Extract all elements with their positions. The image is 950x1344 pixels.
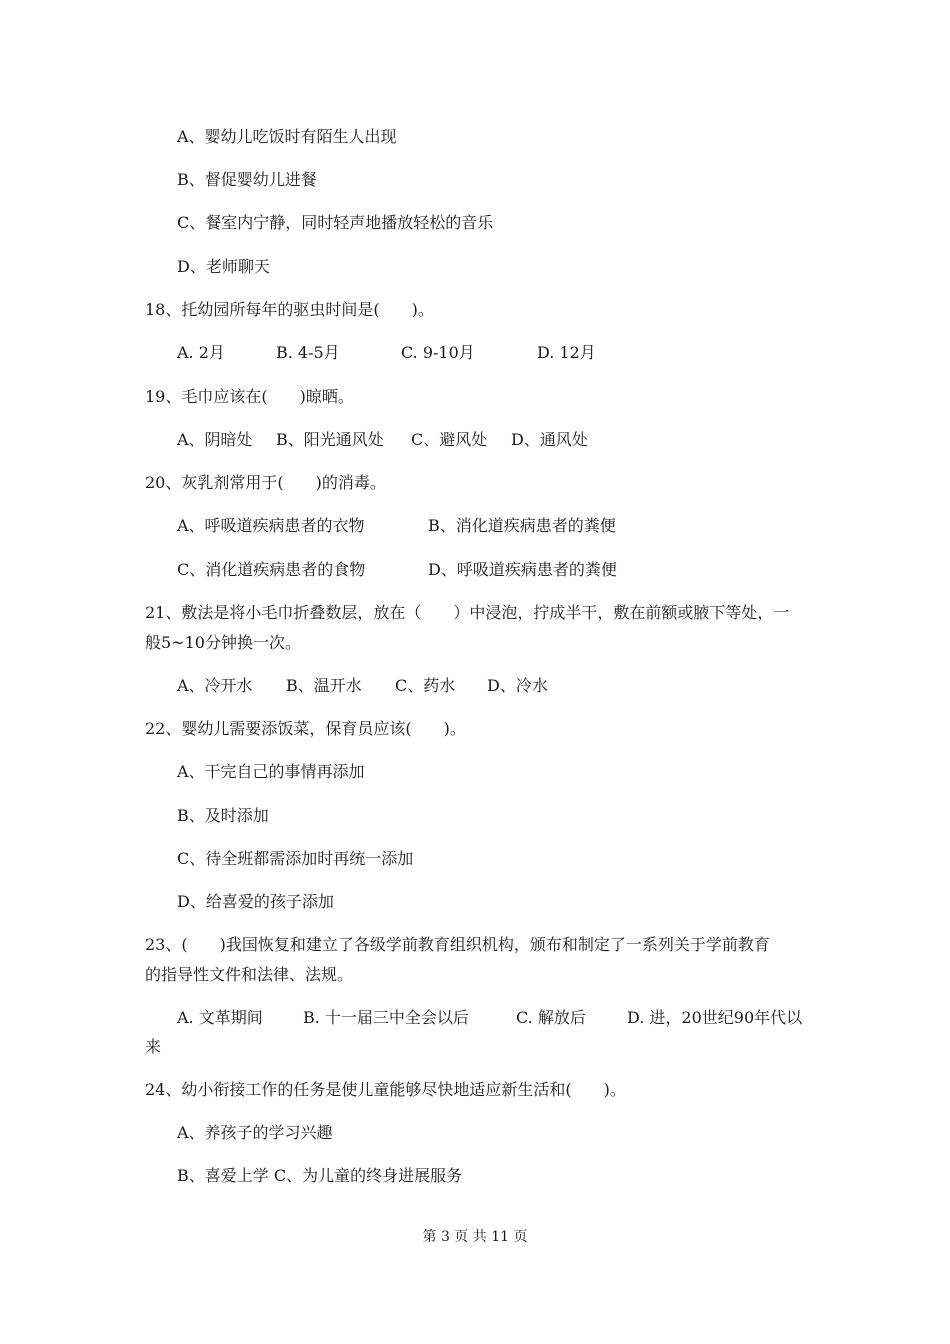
q23-option-a: A. 文革期间 (177, 1008, 263, 1027)
question-20-stem: 20、灰乳剂常用于( )的消毒。 (145, 473, 386, 492)
q17-option-b: B、督促婴幼儿进餐 (177, 170, 317, 189)
q20-option-d: D、呼吸道疾病患者的粪便 (428, 560, 617, 579)
q17-option-a: A、婴幼儿吃饭时有陌生人出现 (177, 127, 397, 146)
q22-option-a: A、干完自己的事情再添加 (177, 762, 365, 781)
q18-option-b: B. 4-5月 (276, 343, 340, 362)
q21-option-b: B、温开水 (286, 676, 362, 695)
q24-option-bc: B、喜爱上学 C、为儿童的终身进展服务 (177, 1166, 463, 1185)
q17-option-d: D、老师聊天 (177, 257, 270, 276)
q19-option-a: A、阴暗处 (177, 430, 253, 449)
question-23-stem-line1: 23、( )我国恢复和建立了各级学前教育组织机构，颁布和制定了一系列关于学前教育 (145, 935, 770, 954)
q20-option-b: B、消化道疾病患者的粪便 (428, 516, 616, 535)
q22-option-b: B、及时添加 (177, 806, 269, 825)
page-footer: 第 3 页 共 11 页 (422, 1229, 528, 1245)
q23-option-b: B. 十一届三中全会以后 (303, 1008, 469, 1027)
q23-option-d-continued: 来 (145, 1037, 162, 1056)
question-18-stem: 18、托幼园所每年的驱虫时间是( )。 (145, 300, 434, 319)
q18-option-a: A. 2月 (177, 343, 225, 362)
q22-option-d: D、给喜爱的孩子添加 (177, 892, 334, 911)
q20-option-c: C、消化道疾病患者的食物 (177, 560, 366, 579)
q21-option-a: A、冷开水 (177, 676, 253, 695)
question-22-stem: 22、婴幼儿需要添饭菜，保育员应该( )。 (145, 719, 466, 738)
q21-option-d: D、冷水 (487, 676, 548, 695)
q17-option-c: C、餐室内宁静，同时轻声地播放轻松的音乐 (177, 213, 494, 232)
q22-option-c: C、待全班都需添加时再统一添加 (177, 849, 414, 868)
q19-option-b: B、阳光通风处 (276, 430, 384, 449)
question-24-stem: 24、幼小衔接工作的任务是使儿童能够尽快地适应新生活和( )。 (145, 1080, 626, 1099)
q19-option-c: C、避风处 (411, 430, 488, 449)
q18-option-c: C. 9-10月 (401, 343, 475, 362)
question-23-stem-line2: 的指导性文件和法律、法规。 (145, 965, 354, 984)
q23-option-c: C. 解放后 (516, 1008, 586, 1027)
q20-option-a: A、呼吸道疾病患者的衣物 (177, 516, 365, 535)
q19-option-d: D、通风处 (511, 430, 588, 449)
q23-option-d: D. 进，20世纪90年代以 (627, 1008, 803, 1027)
question-21-stem-line1: 21、敷法是将小毛巾折叠数层，放在（ ）中浸泡，拧成半干，敷在前额或腋下等处，一 (145, 603, 790, 622)
question-21-stem-line2: 般5~10分钟换一次。 (145, 633, 301, 652)
q24-option-a: A、养孩子的学习兴趣 (177, 1123, 333, 1142)
q18-option-d: D. 12月 (537, 343, 596, 362)
question-19-stem: 19、毛巾应该在( )晾晒。 (145, 387, 354, 406)
q21-option-c: C、药水 (395, 676, 456, 695)
